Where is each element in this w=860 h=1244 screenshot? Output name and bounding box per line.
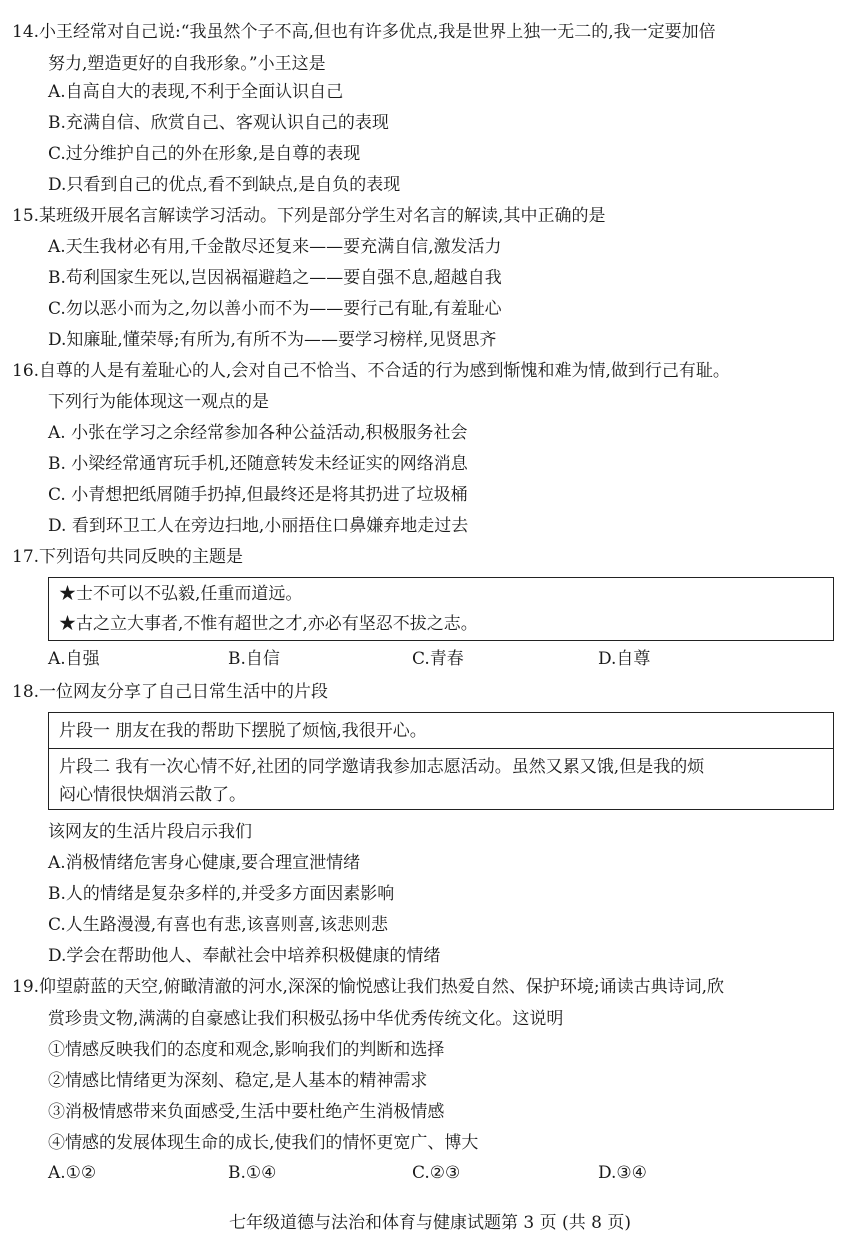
- q19-statement-1: ①情感反映我们的态度和观念,影响我们的判断和选择: [48, 1040, 445, 1060]
- q18-box-divider: [49, 748, 833, 749]
- q16-option-a: A. 小张在学习之余经常参加各种公益活动,积极服务社会: [48, 423, 468, 443]
- q17-option-c: C.青春: [412, 649, 464, 669]
- q19-stem-line-2: 赏珍贵文物,满满的自豪感让我们积极弘扬中华优秀传统文化。这说明: [48, 1009, 564, 1029]
- q17-quote-2: ★古之立大事者,不惟有超世之才,亦必有坚忍不拔之志。: [59, 614, 478, 634]
- q18-option-d: D.学会在帮助他人、奉献社会中培养积极健康的情绪: [48, 946, 441, 966]
- q18-fragments-box: [48, 712, 834, 810]
- q18-option-a: A.消极情绪危害身心健康,要合理宣泄情绪: [48, 853, 361, 873]
- q16-stem-line-1: 16.自尊的人是有羞耻心的人,会对自己不恰当、不合适的行为感到惭愧和难为情,做到行己有耻。: [12, 361, 730, 381]
- q19-options-row: [48, 1160, 748, 1186]
- q19-stem-line-1: 19.仰望蔚蓝的天空,俯瞰清澈的河水,深深的愉悦感让我们热爱自然、保护环境;诵读古典诗词,欣: [12, 977, 724, 997]
- q15-option-b: B.苟利国家生死以,岂因祸福避趋之——要自强不息,超越自我: [48, 268, 502, 288]
- q17-options-row: [48, 646, 748, 672]
- q19-option-a: A.①②: [48, 1163, 97, 1183]
- q19-option-d: D.③④: [598, 1163, 647, 1183]
- q16-option-d: D. 看到环卫工人在旁边扫地,小丽捂住口鼻嫌弃地走过去: [48, 516, 469, 536]
- q15-option-a: A.天生我材必有用,千金散尽还复来——要充满自信,激发活力: [48, 237, 502, 257]
- q18-fragment-1: 片段一 朋友在我的帮助下摆脱了烦恼,我很开心。: [59, 721, 427, 741]
- q15-option-d: D.知廉耻,懂荣辱;有所为,有所不为——要学习榜样,见贤思齐: [48, 330, 497, 350]
- q17-quote-1: ★士不可以不弘毅,任重而道远。: [59, 584, 303, 604]
- q15-option-c: C.勿以恶小而为之,勿以善小而不为——要行己有耻,有羞耻心: [48, 299, 502, 319]
- q14-option-d: D.只看到自己的优点,看不到缺点,是自负的表现: [48, 175, 401, 195]
- q19-statement-4: ④情感的发展体现生命的成长,使我们的情怀更宽广、博大: [48, 1133, 479, 1153]
- q18-option-c: C.人生路漫漫,有喜也有悲,该喜则喜,该悲则悲: [48, 915, 389, 935]
- q17-option-a: A.自强: [48, 649, 100, 669]
- q18-fragment-2-line-1: 片段二 我有一次心情不好,社团的同学邀请我参加志愿活动。虽然又累又饿,但是我的烦: [59, 757, 705, 777]
- q17-stem-line-1: 17.下列语句共同反映的主题是: [12, 547, 244, 567]
- q16-option-b: B. 小梁经常通宵玩手机,还随意转发未经证实的网络消息: [48, 454, 468, 474]
- q14-option-b: B.充满自信、欣赏自己、客观认识自己的表现: [48, 113, 389, 133]
- q17-option-b: B.自信: [228, 649, 280, 669]
- q14-stem-line-2: 努力,塑造更好的自我形象。”小王这是: [48, 54, 326, 74]
- q18-fragment-2-line-2: 闷心情很快烟消云散了。: [59, 785, 246, 805]
- q14-stem-line-1: 14.小王经常对自己说:“我虽然个子不高,但也有许多优点,我是世界上独一无二的,我一定要加倍: [12, 22, 716, 42]
- q19-option-b: B.①④: [228, 1163, 277, 1183]
- q16-option-c: C. 小青想把纸屑随手扔掉,但最终还是将其扔进了垃圾桶: [48, 485, 468, 505]
- q17-quote-box: [48, 577, 834, 641]
- q18-stem-line-1: 18.一位网友分享了自己日常生活中的片段: [12, 682, 329, 702]
- q18-stem-line-2: 该网友的生活片段启示我们: [48, 822, 252, 842]
- q14-option-c: C.过分维护自己的外在形象,是自尊的表现: [48, 144, 361, 164]
- q16-stem-line-2: 下列行为能体现这一观点的是: [48, 392, 269, 412]
- q19-statement-3: ③消极情感带来负面感受,生活中要杜绝产生消极情感: [48, 1102, 445, 1122]
- q18-option-b: B.人的情绪是复杂多样的,并受多方面因素影响: [48, 884, 395, 904]
- q15-stem-line-1: 15.某班级开展名言解读学习活动。下列是部分学生对名言的解读,其中正确的是: [12, 206, 606, 226]
- page-footer: 七年级道德与法治和体育与健康试题第 3 页 (共 8 页): [229, 1213, 631, 1233]
- q14-option-a: A.自高自大的表现,不利于全面认识自己: [48, 82, 344, 102]
- q19-statement-2: ②情感比情绪更为深刻、稳定,是人基本的精神需求: [48, 1071, 428, 1091]
- q19-option-c: C.②③: [412, 1163, 461, 1183]
- q17-option-d: D.自尊: [598, 649, 651, 669]
